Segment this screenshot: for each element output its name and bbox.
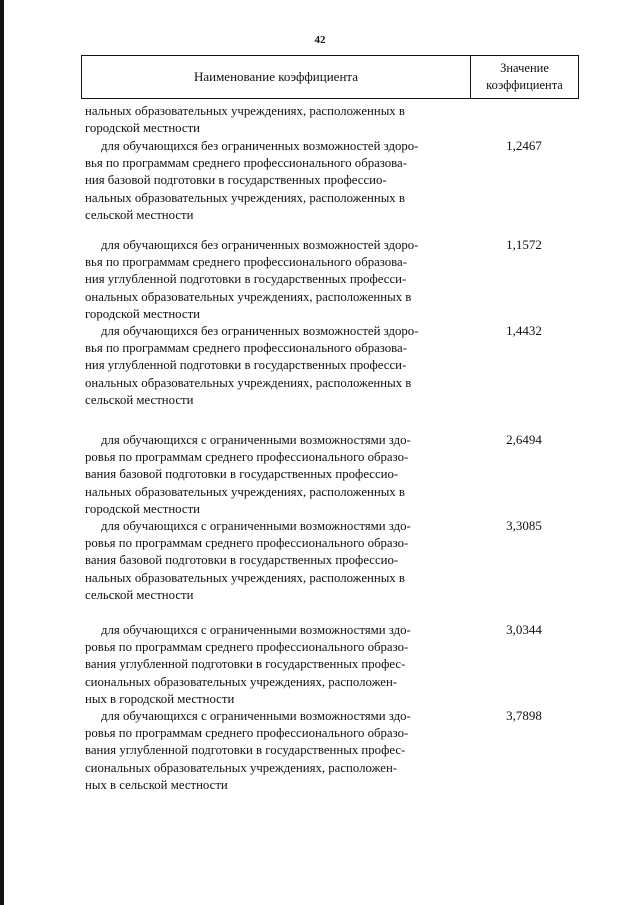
coefficient-value: 1,1572 <box>506 237 542 252</box>
column-header-name: Наименование коэффициента <box>193 69 359 84</box>
text-line: нальных образовательных учреждениях, расположенных в <box>85 104 405 118</box>
table-row-name <box>85 518 465 604</box>
text-line: ных в сельской местности <box>85 777 228 792</box>
text-line: для обучающихся без ограниченных возможностей здоро- <box>101 324 419 338</box>
text-line: вья по программам среднего профессионального образова- <box>85 255 407 270</box>
coefficient-value: 3,0344 <box>506 622 542 637</box>
table-row-name <box>85 708 465 794</box>
page-number: 42 <box>314 34 326 46</box>
text-line: вания углубленной подготовки в государственных профес- <box>85 657 406 672</box>
coefficient-value: 1,2467 <box>506 138 542 153</box>
coefficient-value: 1,4432 <box>506 323 542 338</box>
coefficient-value: 2,6494 <box>506 432 542 447</box>
text-line: ных в городской местности <box>85 691 235 706</box>
text-line: ния базовой подготовки в государственных профессио- <box>85 173 387 188</box>
table-row-name <box>85 138 465 224</box>
text-line: сиональных образовательных учреждениях, расположен- <box>85 674 398 689</box>
text-line: ния углубленной подготовки в государственных професси- <box>85 358 407 373</box>
text-line: для обучающихся с ограниченными возможностями здо- <box>101 623 411 637</box>
text-line: ровья по программам среднего профессионального образо- <box>85 450 409 465</box>
table-row-name <box>85 323 465 409</box>
column-header-value: Значение коэффициента <box>486 61 563 92</box>
text-line: сельской местности <box>85 207 194 222</box>
text-line: вания базовой подготовки в государственных профессио- <box>85 553 399 568</box>
continuation-text <box>85 103 465 137</box>
table-row-name <box>85 432 465 518</box>
text-line: ональных образовательных учреждениях, расположенных в <box>85 289 412 304</box>
text-line: вания базовой подготовки в государственных профессио- <box>85 467 399 482</box>
text-line: вья по программам среднего профессионального образова- <box>85 156 407 171</box>
text-line: вания углубленной подготовки в государственных профес- <box>85 743 406 758</box>
text-line: ровья по программам среднего профессионального образо- <box>85 640 409 655</box>
text-line: нальных образовательных учреждениях, расположенных в <box>85 190 405 205</box>
table-row-name <box>85 622 465 708</box>
text-line: городской местности <box>85 306 201 321</box>
coefficient-value: 3,7898 <box>506 708 542 723</box>
text-line: для обучающихся с ограниченными возможностями здо- <box>101 519 411 533</box>
coefficient-value: 3,3085 <box>506 518 542 533</box>
text-line: ровья по программам среднего профессионального образо- <box>85 726 409 741</box>
text-line: сельской местности <box>85 392 194 407</box>
text-line: ния углубленной подготовки в государственных професси- <box>85 272 407 287</box>
text-line: нальных образовательных учреждениях, расположенных в <box>85 484 405 499</box>
text-line: ональных образовательных учреждениях, расположенных в <box>85 375 412 390</box>
page-edge-bar <box>0 0 4 905</box>
text-line: для обучающихся с ограниченными возможностями здо- <box>101 709 411 723</box>
text-line: городской местности <box>85 501 201 516</box>
text-line: городской местности <box>85 121 201 136</box>
table-row-name <box>85 237 465 323</box>
text-line: нальных образовательных учреждениях, расположенных в <box>85 570 405 585</box>
text-line: для обучающихся без ограниченных возможностей здоро- <box>101 238 419 252</box>
text-line: ровья по программам среднего профессионального образо- <box>85 536 409 551</box>
table-header <box>81 55 579 99</box>
text-line: вья по программам среднего профессионального образова- <box>85 341 407 356</box>
text-line: сельской местности <box>85 587 194 602</box>
text-line: сиональных образовательных учреждениях, расположен- <box>85 760 398 775</box>
text-line: для обучающихся без ограниченных возможностей здоро- <box>101 139 419 153</box>
text-line: для обучающихся с ограниченными возможностями здо- <box>101 433 411 447</box>
